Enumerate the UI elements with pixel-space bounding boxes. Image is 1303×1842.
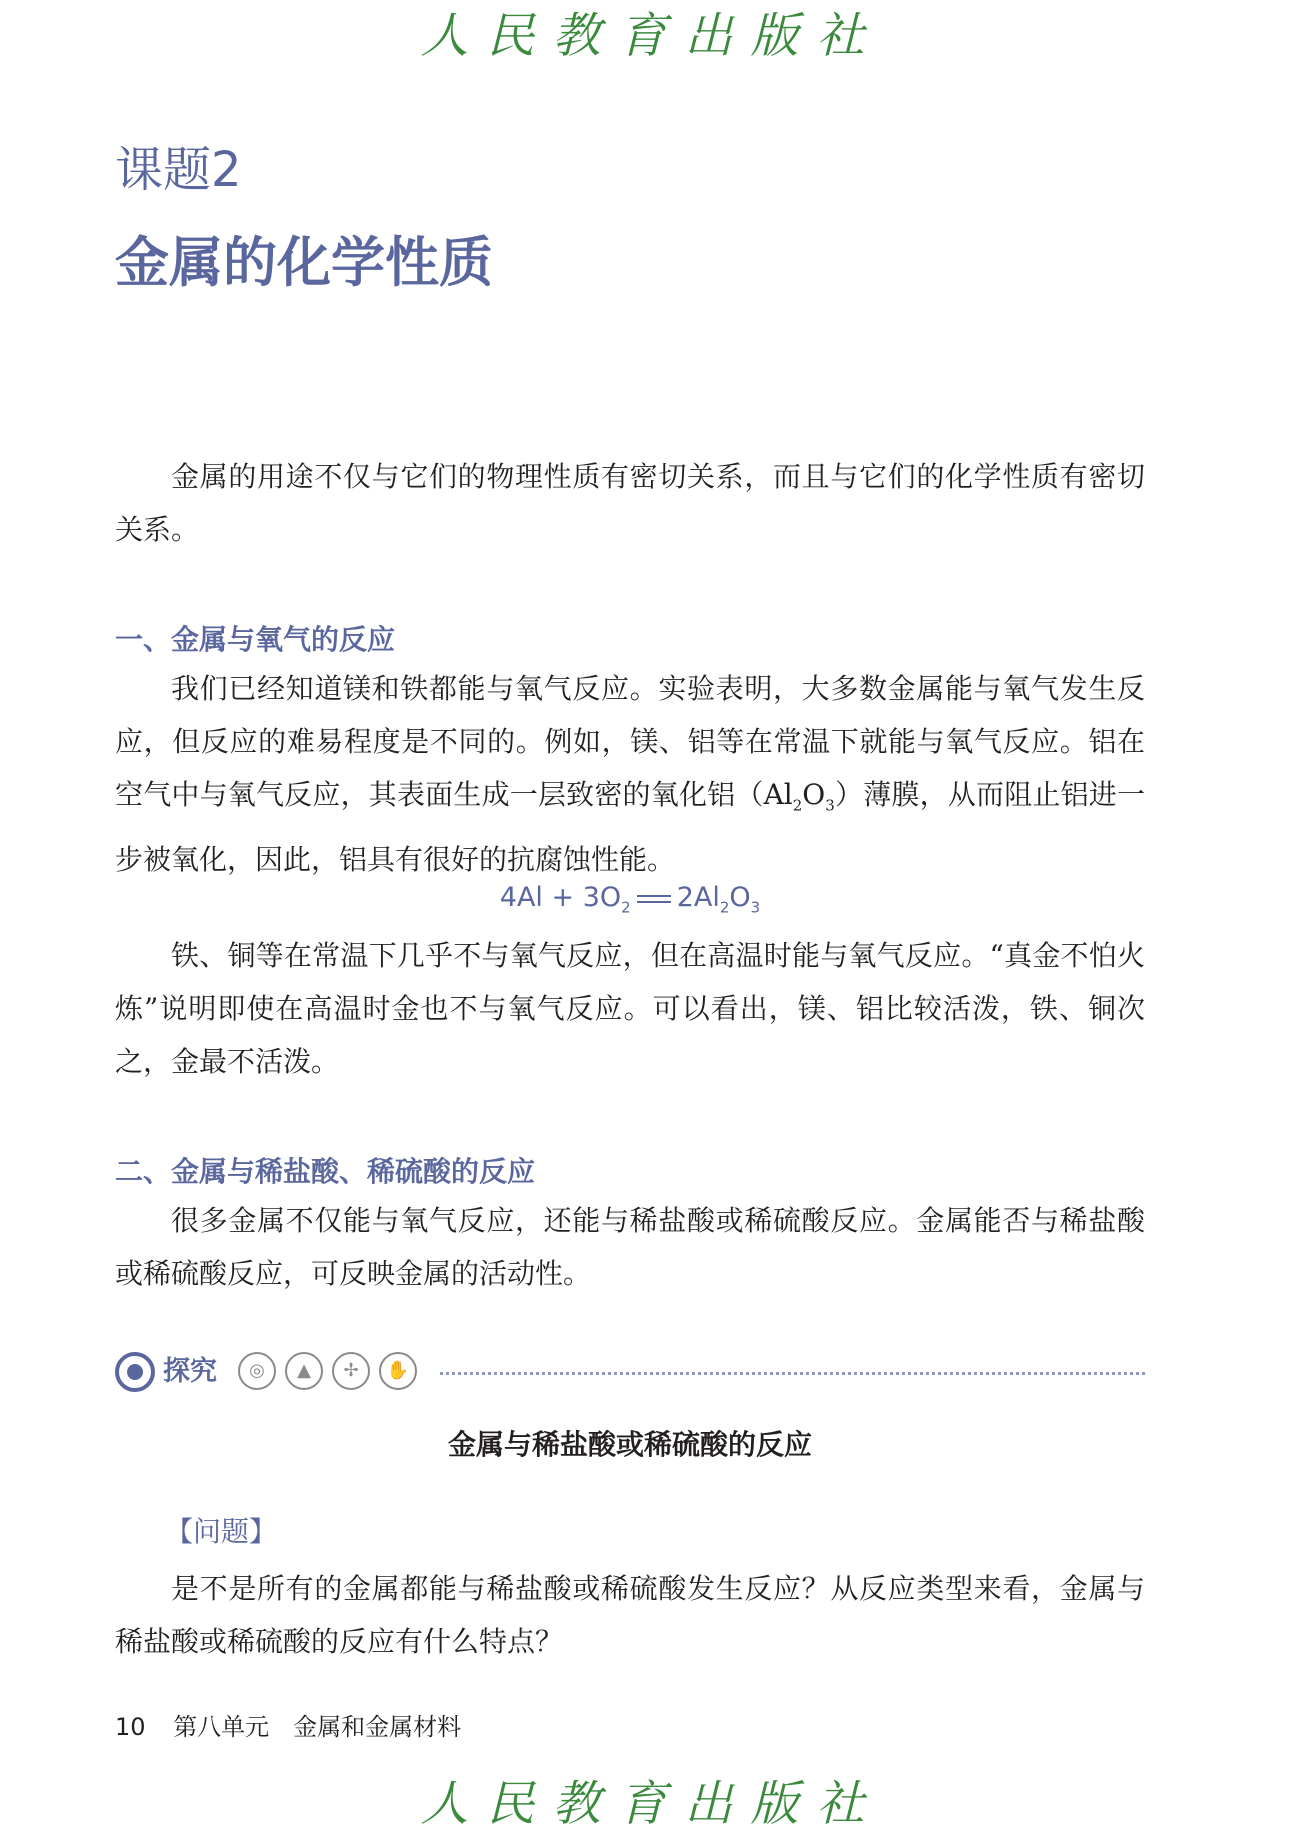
dotted-divider (440, 1372, 1145, 1375)
section1-paragraph2: 铁、铜等在常温下几乎不与氧气反应，但在高温时能与氧气反应。“真金不怕火炼”说明即使在高温时金也不与氧气反应。可以看出，镁、铝比较活泼，铁、铜次之，金最不活泼。 (115, 939, 1145, 1078)
publisher-logo-top: 人民教育出版社 (420, 8, 883, 64)
lesson-number: 课题2 (115, 142, 242, 198)
unit-title: 第八单元 金属和金属材料 (173, 1713, 462, 1741)
section2-paragraph: 很多金属不仅能与氧气反应，还能与稀盐酸或稀硫酸反应。金属能否与稀盐酸或稀硫酸反应，可反映金属的活动性。 (115, 1204, 1145, 1290)
intro-paragraph: 金属的用途不仅与它们的物理性质有密切关系，而且与它们的化学性质有密切关系。 (115, 460, 1145, 546)
question-text: 是不是所有的金属都能与稀盐酸或稀硫酸发生反应？从反应类型来看，金属与稀盐酸或稀硫酸的反应有什么特点？ (115, 1572, 1145, 1658)
section1-paragraph1 (115, 662, 1145, 886)
section1-heading: 一、金属与氧气的反应 (115, 623, 396, 656)
flame-warning-icon: ▲ (285, 1352, 323, 1390)
publisher-logo-bottom: 人民教育出版社 (420, 1776, 883, 1832)
section1-paragraph1-part2: ）薄膜，从而阻止铝进一步被氧化，因此，铝具有很好的抗腐蚀性能。 (115, 778, 1145, 876)
section2-heading: 二、金属与稀盐酸、稀硫酸的反应 (115, 1155, 536, 1188)
chemical-equation: $4Al + 3O_2$ $2Al_2O_3$ (499, 882, 761, 917)
explore-bar (115, 1348, 1145, 1398)
question-heading: 【问题】 (165, 1515, 278, 1548)
page-footer (115, 1710, 461, 1744)
goggles-icon: ◎ (238, 1352, 276, 1390)
lesson-title: 金属的化学性质 (115, 231, 493, 294)
ventilation-icon: ✢ (332, 1352, 370, 1390)
page-number: 10 (115, 1713, 146, 1741)
hand-wash-icon: ✋ (379, 1352, 417, 1390)
section1-paragraph1-part1: 我们已经知道镁和铁都能与氧气反应。实验表明，大多数金属能与氧气发生反应，但反应的难易程度是不同的。例如，镁、铝等在常温下就能与氧气反应。铝在空气中与氧气反应，其表面生成一层致密的氧化铝（ (115, 672, 1145, 811)
target-icon (115, 1352, 155, 1392)
equals-sign-icon (637, 895, 671, 903)
explore-title: 金属与稀盐酸或稀硫酸的反应 (447, 1428, 812, 1461)
explore-label: 探究 (163, 1356, 217, 1387)
alumina-formula: $Al_2O_3$ (763, 778, 835, 815)
